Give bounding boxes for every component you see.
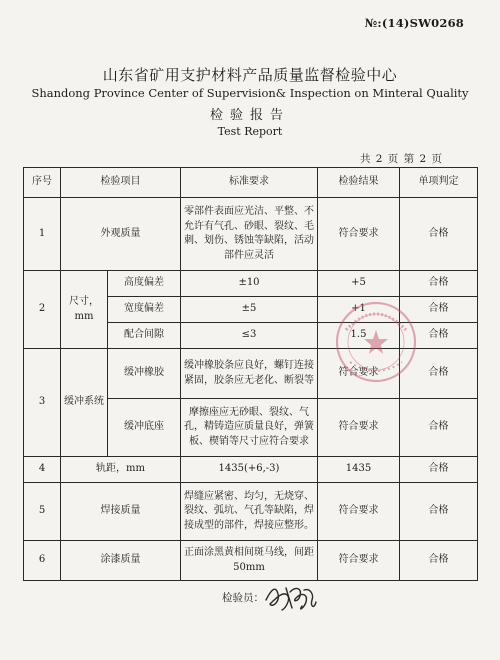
row-item: 涂漆质量 <box>61 541 181 581</box>
inspector-signature <box>262 580 318 616</box>
row-no: 6 <box>24 541 61 581</box>
row-requirement: 1435(+6,-3) <box>181 457 318 483</box>
row-no: 5 <box>24 483 61 541</box>
table-row <box>24 483 478 541</box>
row-judgment: 合格 <box>400 541 478 581</box>
row-item: 缓冲系统 <box>61 349 108 457</box>
row-result: 符合要求 <box>318 198 400 271</box>
row-no: 2 <box>24 271 61 349</box>
row-sub-item: 缓冲底座 <box>108 399 181 457</box>
table-header-row <box>24 168 478 198</box>
table-row <box>24 271 478 297</box>
report-title-english: Test Report <box>217 125 283 138</box>
row-judgment: 合格 <box>400 483 478 541</box>
row-result: +5 <box>318 271 400 297</box>
report-number: №:(14)SW0268 <box>364 16 464 30</box>
row-item: 焊接质量 <box>61 483 181 541</box>
header-requirement: 标准要求 <box>181 168 318 198</box>
row-result: 符合要求 <box>318 541 400 581</box>
header-no: 序号 <box>24 168 61 198</box>
row-no: 3 <box>24 349 61 457</box>
inspector-label: 检验员： <box>222 592 264 604</box>
row-result: 1.5 <box>318 323 400 349</box>
center-title-chinese: 山东省矿用支护材料产品质量监督检验中心 <box>102 66 398 84</box>
row-judgment: 合格 <box>400 198 478 271</box>
row-requirement: ±10 <box>181 271 318 297</box>
table-row <box>24 541 478 581</box>
row-item: 尺寸，mm <box>61 271 108 349</box>
center-title-english: Shandong Province Center of Supervision& Inspection on Minteral Quality <box>31 86 469 100</box>
row-judgment: 合格 <box>400 349 478 399</box>
row-judgment: 合格 <box>400 457 478 483</box>
row-result: 1435 <box>318 457 400 483</box>
row-requirement: 缓冲橡胶条应良好，螺钉连接紧固，胶条应无老化、断裂等 <box>181 349 318 399</box>
header-result: 检验结果 <box>318 168 400 198</box>
row-sub-item: 高度偏差 <box>108 271 181 297</box>
row-requirement: 正面涂黑黄相间斑马线，间距50mm <box>181 541 318 581</box>
row-sub-item: 缓冲橡胶 <box>108 349 181 399</box>
row-sub-item: 配合间隙 <box>108 323 181 349</box>
row-no: 4 <box>24 457 61 483</box>
page-count: 共 2 页 第 2 页 <box>359 153 442 165</box>
row-requirement: ≤3 <box>181 323 318 349</box>
row-requirement: 焊缝应紧密、均匀，无烧穿、裂纹、弧坑、气孔等缺陷，焊接成型的部件，焊接应整形。 <box>181 483 318 541</box>
table-row <box>24 198 478 271</box>
row-judgment: 合格 <box>400 271 478 297</box>
row-result: 符合要求 <box>318 483 400 541</box>
row-sub-item: 宽度偏差 <box>108 297 181 323</box>
table-row <box>24 457 478 483</box>
row-result: 符合要求 <box>318 399 400 457</box>
report-title-chinese: 检验报告 <box>209 108 290 123</box>
row-requirement: ±5 <box>181 297 318 323</box>
row-no: 1 <box>24 198 61 271</box>
row-requirement: 零部件表面应光洁、平整、不允许有气孔、砂眼、裂纹、毛刺、划伤、锈蚀等缺陷，活动部件应灵活 <box>181 198 318 271</box>
row-judgment: 合格 <box>400 323 478 349</box>
row-item: 外观质量 <box>61 198 181 271</box>
row-item: 轨距，mm <box>61 457 181 483</box>
row-judgment: 合格 <box>400 297 478 323</box>
row-result: +1 <box>318 297 400 323</box>
row-result: 符合要求 <box>318 349 400 399</box>
inspection-seal-stamp <box>334 300 418 384</box>
header-judgment: 单项判定 <box>400 168 478 198</box>
row-judgment: 合格 <box>400 399 478 457</box>
header-item: 检验项目 <box>61 168 181 198</box>
row-requirement: 摩擦座应无砂眼、裂纹、气孔，精铸造应质量良好，弹簧板、楔销等尺寸应符合要求 <box>181 399 318 457</box>
